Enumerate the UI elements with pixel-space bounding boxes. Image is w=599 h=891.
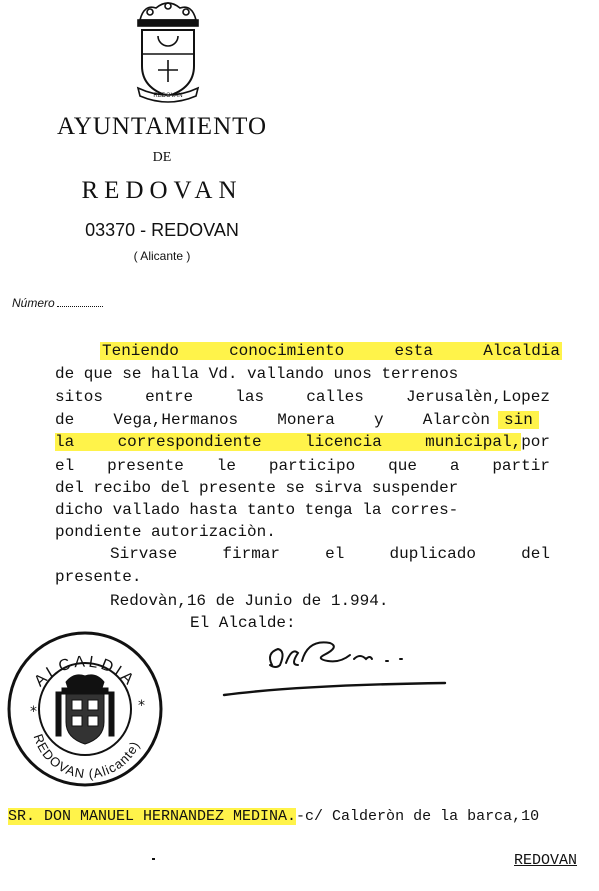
signer-title: El Alcalde: bbox=[190, 614, 296, 632]
body-line-1: Teniendo conocimiento esta Alcaldia bbox=[102, 342, 560, 360]
province: ( Alicante ) bbox=[133, 249, 191, 263]
svg-text:*: * bbox=[30, 704, 37, 720]
recipient-line bbox=[8, 808, 539, 825]
place-date: Redovàn,16 de Junio de 1.994. bbox=[110, 592, 389, 610]
body-line-8: dicho vallado hasta tanto tenga la corres- bbox=[55, 501, 459, 519]
org-name: AYUNTAMIENTO bbox=[57, 113, 267, 140]
body-line-10: Sirvase firmar el duplicado del bbox=[110, 545, 550, 563]
body-line-4: de Vega,Hermanos Monera y Alarcòn sin bbox=[55, 411, 550, 429]
numero-label: Número bbox=[12, 296, 55, 310]
tiny-mark bbox=[152, 858, 155, 860]
body-line-11: presente. bbox=[55, 568, 142, 586]
body-line-3: sitos entre las calles Jerusalèn,Lopez bbox=[55, 388, 550, 406]
recipient-address: -c/ Calderòn de la barca,10 bbox=[296, 808, 540, 825]
org-town: REDOVAN bbox=[81, 177, 243, 204]
stamp-top-text: ALCALDIA bbox=[31, 653, 139, 691]
shield-banner-text: REDOVAN bbox=[153, 93, 183, 99]
org-de: DE bbox=[152, 150, 172, 165]
mayor-signature bbox=[220, 625, 450, 700]
official-stamp bbox=[6, 630, 164, 788]
svg-text:*: * bbox=[138, 698, 145, 714]
postal-line: 03370 - REDOVAN bbox=[85, 220, 239, 240]
body-line-6: el presente le participo que a partir bbox=[55, 457, 550, 475]
recipient-name: SR. DON MANUEL HERNANDEZ MEDINA. bbox=[8, 808, 297, 825]
body-line-7: del recibo del presente se sirva suspender bbox=[55, 479, 459, 497]
body-line-9: pondiente autorizaciòn. bbox=[55, 523, 276, 541]
coat-of-arms bbox=[128, 0, 208, 105]
recipient-town: REDOVAN bbox=[514, 852, 578, 869]
stamp-crest-icon bbox=[56, 675, 114, 744]
stamp-bottom-text: REDOVAN (Alicante) bbox=[30, 731, 143, 782]
body-line-2: de que se halla Vd. vallando unos terrenos bbox=[55, 365, 459, 383]
body-line-5: la correspondiente licencia municipal, por bbox=[55, 433, 550, 451]
numero-field bbox=[12, 296, 103, 310]
